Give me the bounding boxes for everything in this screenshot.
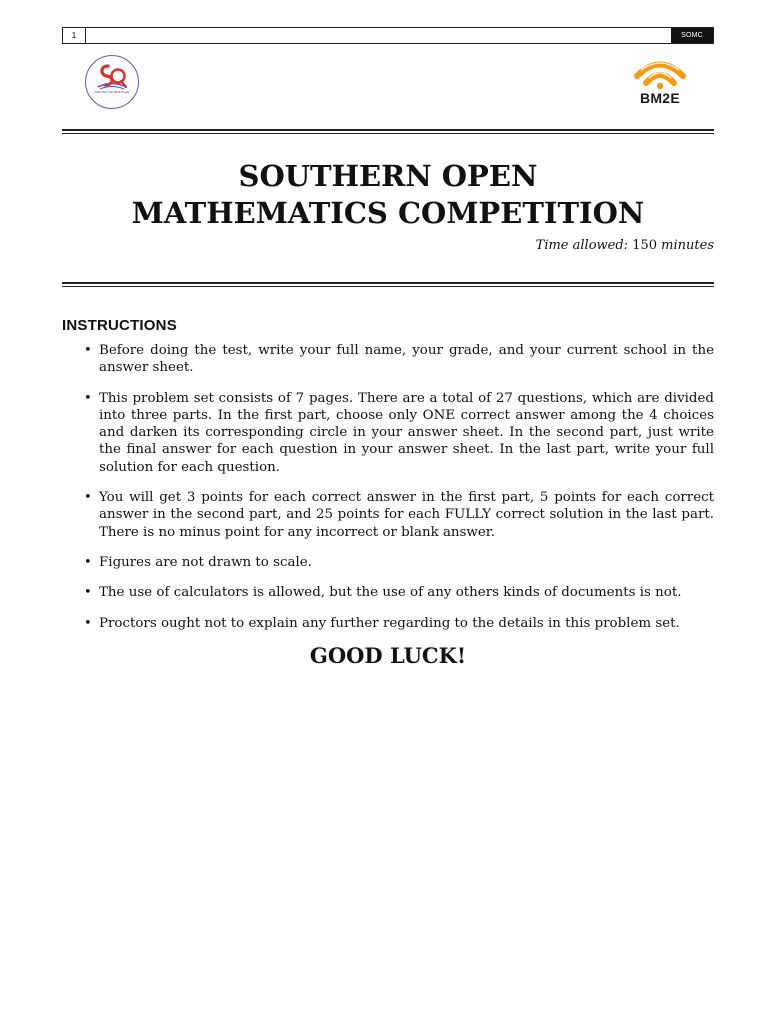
instruction-item	[62, 390, 714, 476]
title-line-2: MATHEMATICS COMPETITION	[131, 196, 645, 230]
time-allowed-label: Time allowed:	[535, 238, 629, 253]
instructions-heading: INSTRUCTIONS	[62, 317, 177, 334]
instruction-item	[62, 584, 714, 601]
bullet-icon: •	[84, 490, 92, 506]
bullet-icon: •	[84, 615, 92, 631]
instruction-item	[62, 489, 714, 541]
top-divider	[62, 129, 714, 134]
time-allowed-unit: minutes	[661, 238, 714, 253]
bm2e-logo-mark-icon	[628, 55, 692, 91]
instruction-text: Proctors ought not to explain any further regarding to the details in this problem set.	[99, 615, 680, 631]
bullet-icon: •	[84, 585, 92, 601]
title-line-1: SOUTHERN OPEN	[238, 159, 538, 193]
instruction-text: You will get 3 points for each correct answer in the first part, 5 points for each correct answer in the second part, and 25 points for each FULLY correct solution in the last part. There is no minus point for any incorrect or blank answer.	[99, 490, 714, 540]
good-luck-message: GOOD LUCK!	[309, 643, 467, 668]
school-logo	[85, 55, 141, 111]
instruction-text: Before doing the test, write your full name, your grade, and your current school in the answer sheet.	[99, 343, 714, 376]
competition-tag: SOMC	[671, 28, 713, 43]
bm2e-logo-text: BM2E	[639, 90, 681, 106]
bullet-icon: •	[84, 343, 92, 358]
time-allowed-value: 150	[632, 238, 658, 253]
bullet-icon: •	[84, 390, 92, 406]
bullet-icon: •	[84, 554, 92, 570]
instruction-item	[62, 615, 714, 632]
title-bottom-divider	[62, 282, 714, 287]
instruction-text: Figures are not drawn to scale.	[99, 554, 312, 570]
instruction-text: This problem set consists of 7 pages. There are a total of 27 questions, which are divided into three parts. In the first part, choose only ONE correct answer among the 4 choices and darken its corresponding circle in your answer sheet. In the second part, just write the final answer for each question in your answer sheet. In the last part, write your full solution for each question.	[99, 390, 714, 475]
bm2e-logo	[628, 55, 698, 111]
school-logo-emblem-icon	[86, 56, 138, 108]
page-number: 1	[63, 28, 86, 43]
header-spacer	[86, 28, 671, 43]
instructions-list	[62, 342, 714, 645]
school-logo-caption: NGUYEN THI MINH KHAI	[94, 90, 130, 94]
instruction-text: The use of calculators is allowed, but the use of any others kinds of documents is not.	[99, 585, 682, 601]
instruction-item	[62, 342, 714, 377]
time-allowed	[536, 238, 714, 253]
page-header-strip	[62, 27, 714, 44]
instruction-item	[62, 554, 714, 571]
